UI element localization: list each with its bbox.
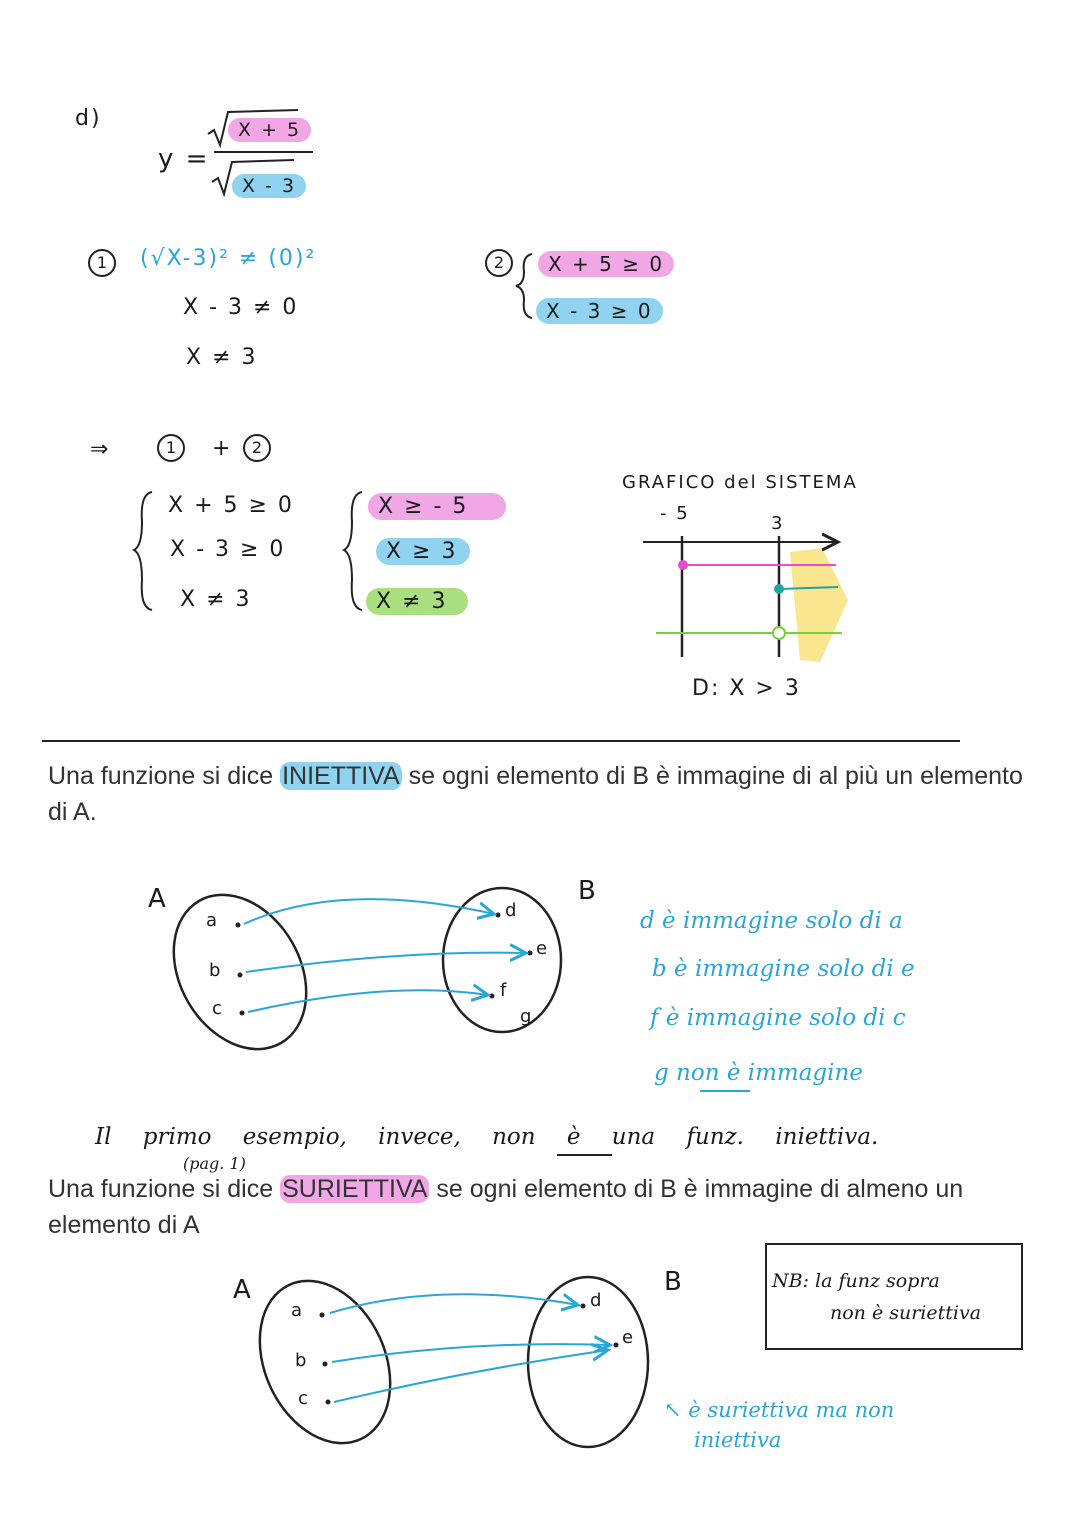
system1-line: X - 3 ≥ 0 (170, 537, 286, 562)
element-b: b (295, 1350, 309, 1371)
brace (134, 492, 152, 610)
surjective-definition (48, 1171, 1038, 1243)
closed-point-minus5 (678, 560, 688, 570)
injective-note: d è immagine solo di a (640, 908, 903, 934)
definition-text: se ogni elemento di B è immagine di al più un elemento di A. (48, 762, 1023, 826)
element-a: a (291, 1300, 305, 1321)
step2-cond2: X - 3 ≥ 0 (536, 298, 663, 324)
definition-text: se ogni elemento di B è immagine di almeno un elemento di A (48, 1175, 964, 1239)
term-suriettiva: SURIETTIVA (282, 1175, 428, 1203)
graph-tick-3: 3 (771, 513, 785, 534)
system1-line: X ≠ 3 (180, 587, 252, 612)
surjective-note: ↖ è suriettiva ma non (664, 1398, 895, 1422)
domain-result: D: X > 3 (692, 676, 801, 701)
step1-marker: 1 (88, 249, 116, 277)
element-e: e (622, 1327, 636, 1348)
set-b-label: B (578, 876, 598, 906)
element-e: e (536, 938, 550, 959)
element-d: d (505, 900, 519, 921)
combine-marker-2: 2 (243, 434, 271, 462)
system1-line: X + 5 ≥ 0 (168, 493, 294, 518)
element-b: b (209, 960, 223, 981)
step2-cond1: X + 5 ≥ 0 (538, 251, 674, 277)
definition-text: Una funzione si dice (48, 762, 281, 790)
element-c: c (212, 998, 224, 1019)
formula-lhs: y = (158, 144, 210, 174)
element-f: f (500, 980, 509, 1001)
step1-line1: (√X-3)² ≠ (0)² (140, 246, 317, 271)
nb-line2: non è suriettiva (830, 1302, 982, 1324)
exercise-label: d) (75, 106, 102, 131)
formula-numerator: X + 5 (228, 118, 311, 142)
nb-line1: NB: la funz sopra (772, 1270, 940, 1292)
set-a-label: A (233, 1275, 253, 1305)
element-c: c (298, 1388, 310, 1409)
system2-line: X ≥ 3 (376, 538, 470, 565)
open-point-3 (773, 627, 785, 639)
element-g: g (520, 1006, 534, 1027)
term-iniettiva: INIETTIVA (282, 762, 400, 790)
graph-tick-minus5: - 5 (660, 503, 690, 524)
step1-line3: X ≠ 3 (186, 345, 258, 370)
step2-marker: 2 (485, 249, 513, 277)
set-b-label: B (664, 1267, 684, 1297)
nb-box (765, 1243, 1023, 1350)
step1-line2: X - 3 ≠ 0 (183, 295, 299, 320)
injective-note: f è immagine solo di c (650, 1005, 906, 1031)
system2-line: X ≥ - 5 (368, 493, 506, 520)
brace (516, 254, 532, 318)
combine-plus: + (212, 436, 233, 461)
remark: Il primo esempio, invece, non è una funz. iniettiva. (95, 1124, 879, 1150)
brace (344, 492, 362, 610)
injective-note: g non è immagine (654, 1060, 863, 1086)
implies-arrow: ⇒ (90, 437, 111, 462)
injective-definition (48, 758, 1038, 830)
remark-reference: (pag. 1) (183, 1154, 246, 1173)
graph-title: GRAFICO del SISTEMA (622, 472, 858, 493)
element-d: d (590, 1290, 604, 1311)
set-a-label: A (148, 884, 168, 914)
system2-line: X ≠ 3 (366, 588, 468, 615)
system-graph (643, 536, 848, 662)
injective-note: b è immagine solo di e (652, 956, 915, 982)
element-a: a (206, 910, 220, 931)
closed-point-3 (774, 584, 784, 594)
combine-marker-1: 1 (157, 434, 185, 462)
formula-denominator: X - 3 (232, 174, 306, 198)
surjective-note: iniettiva (694, 1428, 782, 1452)
definition-text: Una funzione si dice (48, 1175, 281, 1203)
